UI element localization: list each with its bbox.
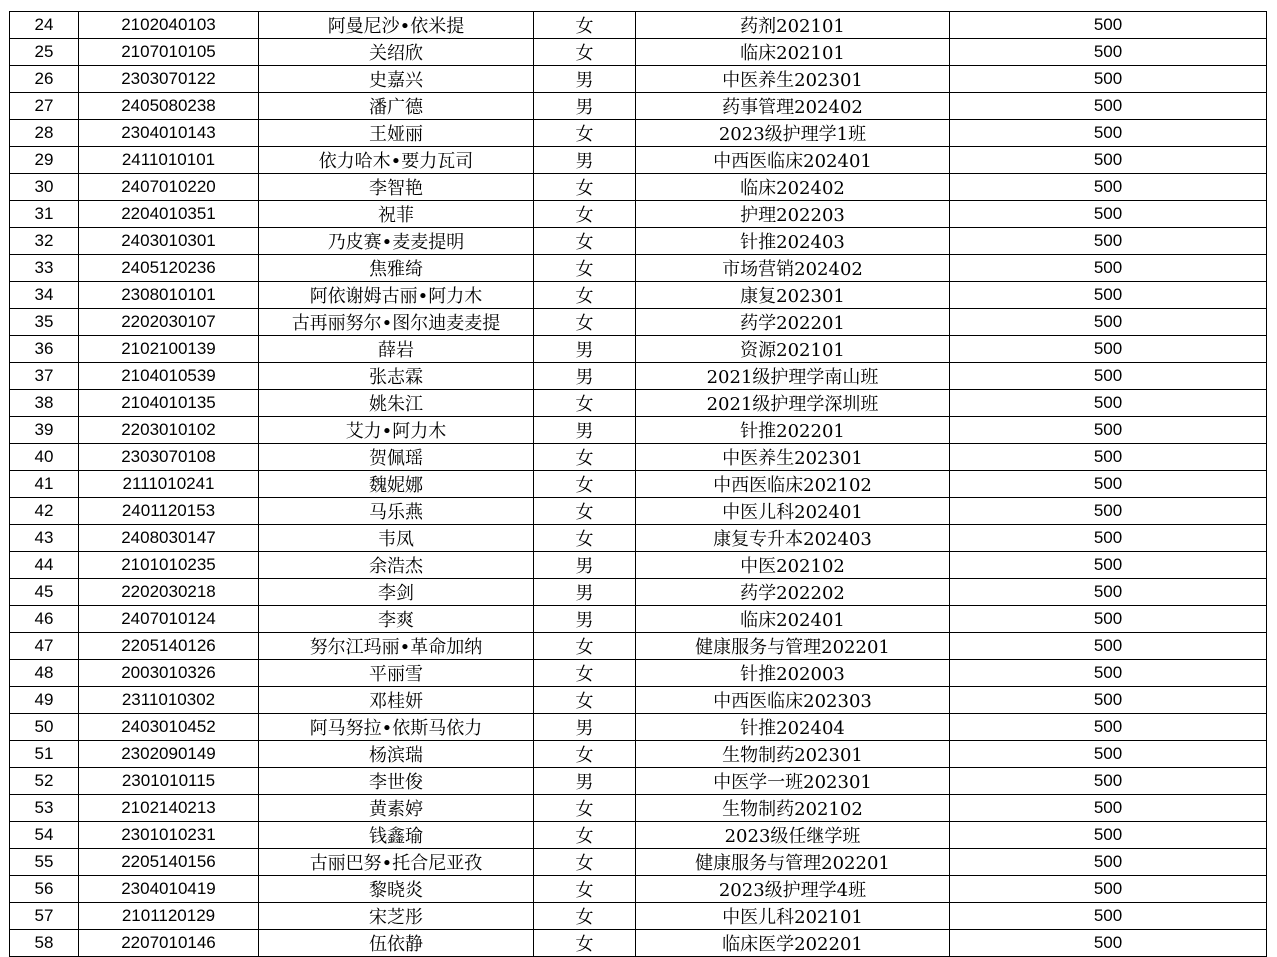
class-cell: 2023级护理学1班	[636, 120, 950, 147]
row-number-cell: 41	[10, 471, 79, 498]
amount-cell: 500	[950, 12, 1267, 39]
amount-cell: 500	[950, 120, 1267, 147]
student-id-cell: 2202030218	[79, 579, 259, 606]
gender-cell: 男	[534, 417, 636, 444]
student-name-cell: 阿马努拉•依斯马依力	[259, 714, 534, 741]
table-row	[10, 390, 1267, 417]
row-number-cell: 54	[10, 822, 79, 849]
class-cell: 2023级任继学班	[636, 822, 950, 849]
gender-cell: 男	[534, 768, 636, 795]
amount-cell: 500	[950, 849, 1267, 876]
table-row	[10, 930, 1267, 957]
student-name-cell: 李智艳	[259, 174, 534, 201]
table-row	[10, 363, 1267, 390]
amount-cell: 500	[950, 930, 1267, 957]
student-id-cell: 2003010326	[79, 660, 259, 687]
student-name-cell: 钱鑫瑜	[259, 822, 534, 849]
student-id-cell: 2205140126	[79, 633, 259, 660]
gender-cell: 女	[534, 39, 636, 66]
student-name-cell: 阿曼尼沙•依米提	[259, 12, 534, 39]
student-id-cell: 2104010135	[79, 390, 259, 417]
gender-cell: 女	[534, 471, 636, 498]
gender-cell: 女	[534, 687, 636, 714]
amount-cell: 500	[950, 660, 1267, 687]
amount-cell: 500	[950, 876, 1267, 903]
amount-cell: 500	[950, 768, 1267, 795]
student-name-cell: 薛岩	[259, 336, 534, 363]
class-cell: 临床202401	[636, 606, 950, 633]
student-id-cell: 2311010302	[79, 687, 259, 714]
class-cell: 针推202403	[636, 228, 950, 255]
class-cell: 中西医临床202303	[636, 687, 950, 714]
table-row	[10, 633, 1267, 660]
student-id-cell: 2411010101	[79, 147, 259, 174]
amount-cell: 500	[950, 687, 1267, 714]
student-id-cell: 2202030107	[79, 309, 259, 336]
student-name-cell: 黎晓炎	[259, 876, 534, 903]
row-number-cell: 30	[10, 174, 79, 201]
class-cell: 资源202101	[636, 336, 950, 363]
gender-cell: 女	[534, 660, 636, 687]
row-number-cell: 53	[10, 795, 79, 822]
gender-cell: 男	[534, 606, 636, 633]
table-row	[10, 822, 1267, 849]
gender-cell: 女	[534, 876, 636, 903]
student-id-cell: 2403010452	[79, 714, 259, 741]
class-cell: 药事管理202402	[636, 93, 950, 120]
amount-cell: 500	[950, 201, 1267, 228]
student-id-cell: 2205140156	[79, 849, 259, 876]
table-row	[10, 282, 1267, 309]
table-row	[10, 525, 1267, 552]
table-row	[10, 714, 1267, 741]
table-row	[10, 336, 1267, 363]
amount-cell: 500	[950, 633, 1267, 660]
row-number-cell: 32	[10, 228, 79, 255]
student-id-cell: 2405080238	[79, 93, 259, 120]
gender-cell: 女	[534, 282, 636, 309]
amount-cell: 500	[950, 579, 1267, 606]
amount-cell: 500	[950, 714, 1267, 741]
student-name-cell: 宋芝彤	[259, 903, 534, 930]
class-cell: 针推202003	[636, 660, 950, 687]
student-id-cell: 2301010231	[79, 822, 259, 849]
student-name-cell: 古丽巴努•托合尼亚孜	[259, 849, 534, 876]
row-number-cell: 26	[10, 66, 79, 93]
table-row	[10, 255, 1267, 282]
class-cell: 中医养生202301	[636, 66, 950, 93]
row-number-cell: 38	[10, 390, 79, 417]
gender-cell: 男	[534, 552, 636, 579]
gender-cell: 女	[534, 498, 636, 525]
student-name-cell: 邓桂妍	[259, 687, 534, 714]
student-id-cell: 2203010102	[79, 417, 259, 444]
gender-cell: 女	[534, 12, 636, 39]
class-cell: 药剂202101	[636, 12, 950, 39]
amount-cell: 500	[950, 228, 1267, 255]
table-row	[10, 174, 1267, 201]
student-name-cell: 伍依静	[259, 930, 534, 957]
class-cell: 2023级护理学4班	[636, 876, 950, 903]
amount-cell: 500	[950, 147, 1267, 174]
student-id-cell: 2102040103	[79, 12, 259, 39]
student-name-cell: 贺佩瑶	[259, 444, 534, 471]
student-name-cell: 余浩杰	[259, 552, 534, 579]
class-cell: 2021级护理学南山班	[636, 363, 950, 390]
class-cell: 药学202202	[636, 579, 950, 606]
row-number-cell: 39	[10, 417, 79, 444]
gender-cell: 女	[534, 390, 636, 417]
row-number-cell: 56	[10, 876, 79, 903]
student-name-cell: 黄素婷	[259, 795, 534, 822]
row-number-cell: 34	[10, 282, 79, 309]
student-id-cell: 2407010124	[79, 606, 259, 633]
amount-cell: 500	[950, 741, 1267, 768]
class-cell: 中西医临床202401	[636, 147, 950, 174]
gender-cell: 女	[534, 309, 636, 336]
amount-cell: 500	[950, 255, 1267, 282]
table-row	[10, 795, 1267, 822]
amount-cell: 500	[950, 390, 1267, 417]
gender-cell: 男	[534, 66, 636, 93]
student-id-cell: 2408030147	[79, 525, 259, 552]
student-name-cell: 史嘉兴	[259, 66, 534, 93]
row-number-cell: 57	[10, 903, 79, 930]
student-name-cell: 古再丽努尔•图尔迪麦麦提	[259, 309, 534, 336]
table-row	[10, 228, 1267, 255]
gender-cell: 男	[534, 579, 636, 606]
table-row	[10, 201, 1267, 228]
row-number-cell: 45	[10, 579, 79, 606]
amount-cell: 500	[950, 174, 1267, 201]
student-roster-table	[9, 11, 1267, 957]
class-cell: 中医养生202301	[636, 444, 950, 471]
class-cell: 生物制药202102	[636, 795, 950, 822]
gender-cell: 女	[534, 444, 636, 471]
table-row	[10, 417, 1267, 444]
class-cell: 针推202201	[636, 417, 950, 444]
student-name-cell: 依力哈木•要力瓦司	[259, 147, 534, 174]
class-cell: 市场营销202402	[636, 255, 950, 282]
row-number-cell: 52	[10, 768, 79, 795]
student-name-cell: 阿依谢姆古丽•阿力木	[259, 282, 534, 309]
amount-cell: 500	[950, 363, 1267, 390]
class-cell: 中医儿科202401	[636, 498, 950, 525]
student-id-cell: 2405120236	[79, 255, 259, 282]
class-cell: 2021级护理学深圳班	[636, 390, 950, 417]
gender-cell: 女	[534, 174, 636, 201]
student-id-cell: 2304010419	[79, 876, 259, 903]
student-name-cell: 韦凤	[259, 525, 534, 552]
student-id-cell: 2101010235	[79, 552, 259, 579]
class-cell: 临床医学202201	[636, 930, 950, 957]
class-cell: 临床202101	[636, 39, 950, 66]
student-id-cell: 2302090149	[79, 741, 259, 768]
gender-cell: 男	[534, 363, 636, 390]
row-number-cell: 33	[10, 255, 79, 282]
row-number-cell: 28	[10, 120, 79, 147]
roster-body	[10, 12, 1267, 957]
student-name-cell: 努尔江玛丽•革命加纳	[259, 633, 534, 660]
amount-cell: 500	[950, 417, 1267, 444]
student-id-cell: 2308010101	[79, 282, 259, 309]
amount-cell: 500	[950, 336, 1267, 363]
row-number-cell: 37	[10, 363, 79, 390]
student-name-cell: 李剑	[259, 579, 534, 606]
student-name-cell: 乃皮赛•麦麦提明	[259, 228, 534, 255]
table-row	[10, 552, 1267, 579]
student-name-cell: 李爽	[259, 606, 534, 633]
student-id-cell: 2407010220	[79, 174, 259, 201]
class-cell: 临床202402	[636, 174, 950, 201]
table-row	[10, 849, 1267, 876]
student-id-cell: 2102100139	[79, 336, 259, 363]
class-cell: 护理202203	[636, 201, 950, 228]
amount-cell: 500	[950, 606, 1267, 633]
table-row	[10, 66, 1267, 93]
student-name-cell: 王娅丽	[259, 120, 534, 147]
table-row	[10, 309, 1267, 336]
class-cell: 中医202102	[636, 552, 950, 579]
gender-cell: 女	[534, 903, 636, 930]
table-row	[10, 876, 1267, 903]
class-cell: 针推202404	[636, 714, 950, 741]
gender-cell: 女	[534, 255, 636, 282]
row-number-cell: 31	[10, 201, 79, 228]
table-row	[10, 903, 1267, 930]
student-id-cell: 2107010105	[79, 39, 259, 66]
amount-cell: 500	[950, 822, 1267, 849]
student-name-cell: 姚朱江	[259, 390, 534, 417]
table-row	[10, 444, 1267, 471]
class-cell: 康复202301	[636, 282, 950, 309]
row-number-cell: 55	[10, 849, 79, 876]
gender-cell: 女	[534, 849, 636, 876]
student-name-cell: 祝菲	[259, 201, 534, 228]
gender-cell: 女	[534, 633, 636, 660]
amount-cell: 500	[950, 282, 1267, 309]
row-number-cell: 58	[10, 930, 79, 957]
gender-cell: 女	[534, 795, 636, 822]
row-number-cell: 42	[10, 498, 79, 525]
student-id-cell: 2303070108	[79, 444, 259, 471]
row-number-cell: 27	[10, 93, 79, 120]
student-name-cell: 焦雅绮	[259, 255, 534, 282]
amount-cell: 500	[950, 795, 1267, 822]
row-number-cell: 47	[10, 633, 79, 660]
table-row	[10, 471, 1267, 498]
row-number-cell: 46	[10, 606, 79, 633]
class-cell: 中西医临床202102	[636, 471, 950, 498]
gender-cell: 男	[534, 93, 636, 120]
student-name-cell: 张志霖	[259, 363, 534, 390]
student-name-cell: 马乐燕	[259, 498, 534, 525]
class-cell: 健康服务与管理202201	[636, 633, 950, 660]
table-row	[10, 606, 1267, 633]
student-name-cell: 潘广德	[259, 93, 534, 120]
class-cell: 健康服务与管理202201	[636, 849, 950, 876]
gender-cell: 女	[534, 120, 636, 147]
row-number-cell: 49	[10, 687, 79, 714]
table-row	[10, 579, 1267, 606]
amount-cell: 500	[950, 552, 1267, 579]
student-id-cell: 2101120129	[79, 903, 259, 930]
table-row	[10, 498, 1267, 525]
amount-cell: 500	[950, 471, 1267, 498]
row-number-cell: 43	[10, 525, 79, 552]
row-number-cell: 44	[10, 552, 79, 579]
amount-cell: 500	[950, 309, 1267, 336]
gender-cell: 女	[534, 525, 636, 552]
row-number-cell: 29	[10, 147, 79, 174]
class-cell: 药学202201	[636, 309, 950, 336]
student-id-cell: 2104010539	[79, 363, 259, 390]
student-id-cell: 2207010146	[79, 930, 259, 957]
class-cell: 康复专升本202403	[636, 525, 950, 552]
row-number-cell: 50	[10, 714, 79, 741]
table-row	[10, 660, 1267, 687]
gender-cell: 男	[534, 147, 636, 174]
class-cell: 生物制药202301	[636, 741, 950, 768]
student-id-cell: 2403010301	[79, 228, 259, 255]
row-number-cell: 40	[10, 444, 79, 471]
student-id-cell: 2204010351	[79, 201, 259, 228]
table-row	[10, 768, 1267, 795]
row-number-cell: 35	[10, 309, 79, 336]
amount-cell: 500	[950, 66, 1267, 93]
student-name-cell: 李世俊	[259, 768, 534, 795]
gender-cell: 女	[534, 930, 636, 957]
amount-cell: 500	[950, 903, 1267, 930]
gender-cell: 男	[534, 714, 636, 741]
amount-cell: 500	[950, 498, 1267, 525]
amount-cell: 500	[950, 525, 1267, 552]
row-number-cell: 25	[10, 39, 79, 66]
row-number-cell: 24	[10, 12, 79, 39]
gender-cell: 女	[534, 822, 636, 849]
table-row	[10, 741, 1267, 768]
gender-cell: 男	[534, 336, 636, 363]
student-id-cell: 2301010115	[79, 768, 259, 795]
student-id-cell: 2401120153	[79, 498, 259, 525]
student-id-cell: 2304010143	[79, 120, 259, 147]
row-number-cell: 36	[10, 336, 79, 363]
table-row	[10, 147, 1267, 174]
class-cell: 中医儿科202101	[636, 903, 950, 930]
amount-cell: 500	[950, 93, 1267, 120]
table-row	[10, 687, 1267, 714]
student-id-cell: 2111010241	[79, 471, 259, 498]
student-name-cell: 关绍欣	[259, 39, 534, 66]
student-name-cell: 艾力•阿力木	[259, 417, 534, 444]
gender-cell: 女	[534, 741, 636, 768]
student-name-cell: 杨滨瑞	[259, 741, 534, 768]
table-row	[10, 39, 1267, 66]
class-cell: 中医学一班202301	[636, 768, 950, 795]
gender-cell: 女	[534, 228, 636, 255]
amount-cell: 500	[950, 444, 1267, 471]
student-id-cell: 2102140213	[79, 795, 259, 822]
student-name-cell: 平丽雪	[259, 660, 534, 687]
table-row	[10, 12, 1267, 39]
student-id-cell: 2303070122	[79, 66, 259, 93]
gender-cell: 女	[534, 201, 636, 228]
row-number-cell: 48	[10, 660, 79, 687]
amount-cell: 500	[950, 39, 1267, 66]
student-name-cell: 魏妮娜	[259, 471, 534, 498]
table-row	[10, 93, 1267, 120]
table-row	[10, 120, 1267, 147]
row-number-cell: 51	[10, 741, 79, 768]
